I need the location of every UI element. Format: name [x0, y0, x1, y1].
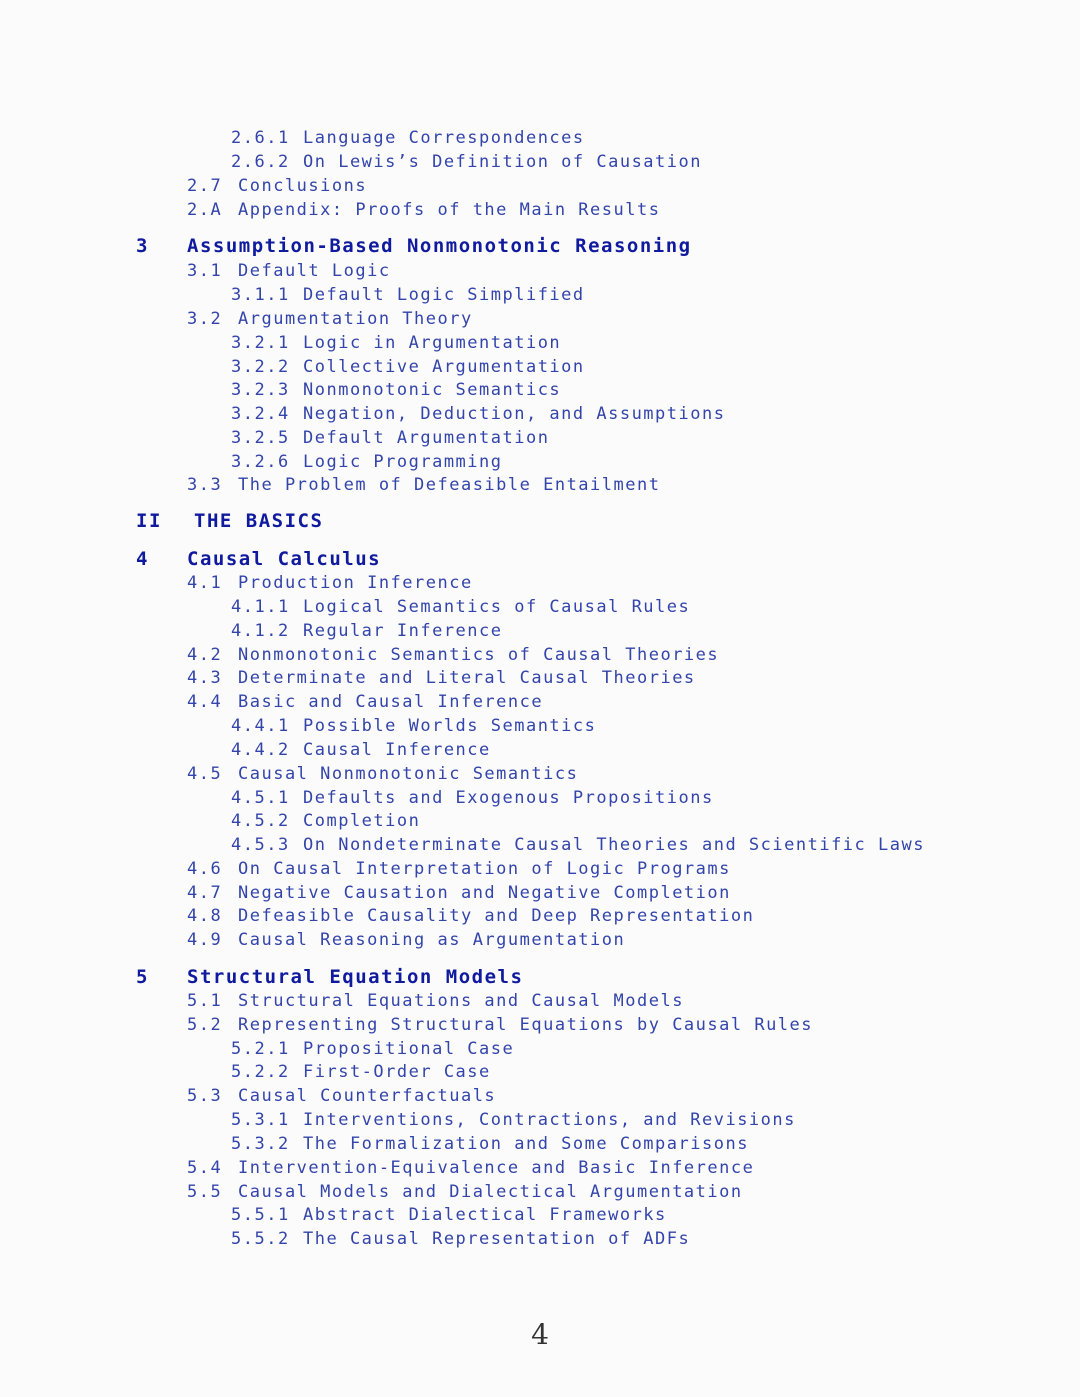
entry-number: 2.7 [187, 176, 223, 196]
entry-title: Negative Causation and Negative Completion [238, 883, 731, 903]
entry-number: 3.3 [187, 475, 223, 495]
entry-number: 4.1.1 [231, 597, 290, 617]
entry-title: Causal Models and Dialectical Argumentation [238, 1182, 743, 1202]
entry-number: 4.9 [187, 930, 223, 950]
entry-title: Argumentation Theory [238, 309, 473, 329]
entry-number: 3.2 [187, 309, 223, 329]
entry-title: Language Correspondences [303, 128, 585, 148]
entry-title: Logic in Argumentation [303, 333, 562, 353]
chapter-title: Assumption-Based Nonmonotonic Reasoning [187, 235, 692, 257]
entry-number: 5.3 [187, 1086, 223, 1106]
entry-number: 5.4 [187, 1158, 223, 1178]
entry-title: The Problem of Defeasible Entailment [238, 475, 661, 495]
entry-title: The Formalization and Some Comparisons [303, 1134, 749, 1154]
entry-number: 4.5.1 [231, 788, 290, 808]
entry-title: Causal Inference [303, 740, 491, 760]
chapter-number: 3 [136, 235, 149, 257]
entry-title: Appendix: Proofs of the Main Results [238, 200, 661, 220]
entry-title: Propositional Case [303, 1039, 515, 1059]
entry-title: First-Order Case [303, 1062, 491, 1082]
entry-number: 5.5.1 [231, 1205, 290, 1225]
entry-title: Causal Reasoning as Argumentation [238, 930, 626, 950]
entry-title: Negation, Deduction, and Assumptions [303, 404, 726, 424]
entry-number: 2.A [187, 200, 223, 220]
entry-number: 4.4.1 [231, 716, 290, 736]
entry-title: The Causal Representation of ADFs [303, 1229, 691, 1249]
chapter-title: Causal Calculus [187, 548, 382, 570]
entry-number: 5.2 [187, 1015, 223, 1035]
entry-title: Logic Programming [303, 452, 503, 472]
entry-title: Regular Inference [303, 621, 503, 641]
entry-number: 5.3.1 [231, 1110, 290, 1130]
entry-title: Basic and Causal Inference [238, 692, 544, 712]
entry-number: 4.7 [187, 883, 223, 903]
entry-title: Intervention-Equivalence and Basic Inference [238, 1158, 755, 1178]
entry-number: 4.2 [187, 645, 223, 665]
entry-title: Interventions, Contractions, and Revisions [303, 1110, 796, 1130]
entry-title: Logical Semantics of Causal Rules [303, 597, 691, 617]
entry-title: Nonmonotonic Semantics of Causal Theories [238, 645, 720, 665]
entry-number: 5.2.1 [231, 1039, 290, 1059]
entry-number: 3.2.3 [231, 380, 290, 400]
entry-number: 3.1.1 [231, 285, 290, 305]
toc-entry-5-5-2 [0, 1229, 691, 1309]
entry-number: 4.5.3 [231, 835, 290, 855]
entry-title: Default Logic Simplified [303, 285, 585, 305]
entry-number: 3.2.5 [231, 428, 290, 448]
entry-title: On Nondeterminate Causal Theories and Scientific Laws [303, 835, 925, 855]
entry-number: 4.4 [187, 692, 223, 712]
entry-title: Collective Argumentation [303, 357, 585, 377]
entry-title: Structural Equations and Causal Models [238, 991, 684, 1011]
entry-number: 3.2.1 [231, 333, 290, 353]
entry-number: 2.6.1 [231, 128, 290, 148]
entry-number: 4.8 [187, 906, 223, 926]
entry-number: 5.2.2 [231, 1062, 290, 1082]
entry-number: 5.3.2 [231, 1134, 290, 1154]
entry-title: Determinate and Literal Causal Theories [238, 668, 696, 688]
entry-title: Completion [303, 811, 421, 831]
entry-number: 2.6.2 [231, 152, 290, 172]
entry-title: On Lewis’s Definition of Causation [303, 152, 702, 172]
part-title: THE BASICS [194, 510, 324, 532]
entry-title: Defaults and Exogenous Propositions [303, 788, 714, 808]
entry-number: 4.1 [187, 573, 223, 593]
entry-number: 5.5.2 [231, 1229, 290, 1249]
entry-number: 5.1 [187, 991, 223, 1011]
entry-number: 3.1 [187, 261, 223, 281]
entry-number: 4.6 [187, 859, 223, 879]
entry-title: Production Inference [238, 573, 473, 593]
entry-number: 3.2.4 [231, 404, 290, 424]
page-number: 4 [531, 1318, 549, 1351]
entry-number: 4.1.2 [231, 621, 290, 641]
entry-title: Causal Counterfactuals [238, 1086, 497, 1106]
entry-number: 3.2.6 [231, 452, 290, 472]
part-number: II [136, 510, 162, 532]
chapter-title: Structural Equation Models [187, 966, 524, 988]
entry-title: Default Logic [238, 261, 391, 281]
entry-number: 4.5 [187, 764, 223, 784]
entry-title: Abstract Dialectical Frameworks [303, 1205, 667, 1225]
entry-title: Possible Worlds Semantics [303, 716, 597, 736]
entry-number: 3.2.2 [231, 357, 290, 377]
entry-number: 5.5 [187, 1182, 223, 1202]
chapter-number: 4 [136, 548, 149, 570]
entry-title: Defeasible Causality and Deep Representation [238, 906, 755, 926]
entry-title: Default Argumentation [303, 428, 550, 448]
entry-number: 4.3 [187, 668, 223, 688]
entry-number: 4.5.2 [231, 811, 290, 831]
entry-number: 4.4.2 [231, 740, 290, 760]
entry-title: Nonmonotonic Semantics [303, 380, 562, 400]
entry-title: Representing Structural Equations by Causal Rules [238, 1015, 814, 1035]
entry-title: On Causal Interpretation of Logic Programs [238, 859, 731, 879]
entry-title: Conclusions [238, 176, 368, 196]
chapter-number: 5 [136, 966, 149, 988]
entry-title: Causal Nonmonotonic Semantics [238, 764, 579, 784]
